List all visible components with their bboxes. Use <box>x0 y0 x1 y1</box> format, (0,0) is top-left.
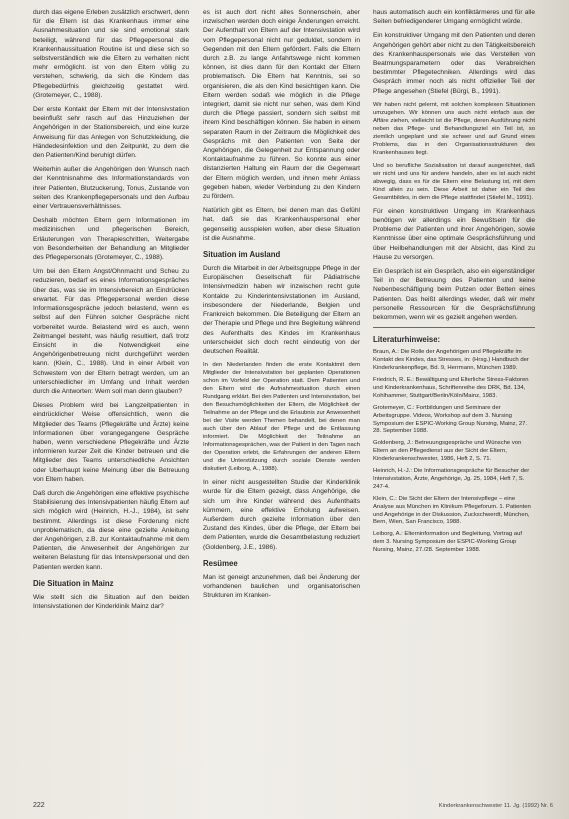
section-heading-ausland: Situation im Ausland <box>203 250 281 260</box>
paragraph: Weiterhin außer die Angehörigen den Wunsch nach der Kenntnisnahme des Informationstandards von ihrer Patienten, Blutzuckerung, Tonus, Zustande von seiten des Krankenpflegepersonals und den Aufbau einer Vertrauensverhältnisses. <box>33 166 189 211</box>
paragraph: Dieses Problem wird bei Langzeitpatienten in eindrücklicher Weise offensichtlich, wenn die Mitglieder des Teams (Pflegekräfte und Ärzte) keine Informationen über vorangegangene Gespräche haben, wenn verschiedene Pflegekräfte und Ärzte informieren kurzer Zeit die Kinder betreuen und die Mitglieder des Teams unterschiedliche Ansichten oder Uberhaupt keine Meinung über die Betreuung von Eltern haben. <box>33 402 189 483</box>
text-column-right <box>373 8 535 791</box>
paragraph: haus automatisch auch ein konfliktärmeres und für alle Seiten befriedigenderer Umgang ermöglicht würde. <box>373 9 535 26</box>
reference-item: Grotemeyer, C.: Fortbildungen und Seminare der Arbeitsgruppe. Videos, Workshop auf dem 3. Nursing Symposium der ESPIC-Working Group Nursing, Mainz, 27. 28. September 1988. <box>373 404 528 435</box>
paragraph: Daß durch die Angehörigen eine effektive psychische Stabilisierung des Intensivpatienten häufig Eltern auf sich möglich wird (Heinrich, H.-J., 1984), ist sehr bestimmt. Allerdings ist diese Forderung nicht unproblematisch, da diese eine gezielte Anleitung der Angehörigen, z.B. zur Kontaktaufnahme mit dem Patienten, die Anwesenheit der Angehörigen zur weiteren Belastung für das Intensivpersonal und den Patienten werden kann. <box>33 489 189 571</box>
paragraph-small: Wir haben nicht gelernt, mit solchen komplexen Situationen umzugehen. Wir können uns auch nicht einfach aus der Affäre ziehen, vielleicht ist die Pflege, deren Ausführung nicht neben das Pflege- und Behandlungsziel ein Teil ist, so ziemlich ungeplant und sie schwer und auf Grund eines Problems, das in den Organisationsstrukturen des Krankenhauses liegt. <box>373 101 535 156</box>
paragraph: Ein Gespräch ist ein Gespräch, also ein eigenständiger Teil in der Betreuung des Patienten und keine Nebenbeschäftigung beim Putzen oder Betten eines Patienten. Das heißt allerdings wieder, daß wir mehr personelle Ressourcen für die Gesprächsführung bekommen, wenn wir es gezielt angehen werden. <box>373 268 535 322</box>
paragraph: Für einen konstruktiven Umgang im Krankenhaus benötigen wir allerdings ein Bewußtsein für die Probleme der Patienten und ihrer Angehörigen, sowie Kenntnisse über eine optimale Gesprächsführung und über Heilbehandlungen mit der Absicht, das Kind zu Hause zu versorgen. <box>373 207 535 261</box>
paragraph: In einer nicht ausgestellten Studie der Kinderklinik wurde für die Eltern gezeigt, dass Angehörige, die sich um ihre Kinder während des Aufenthalts kümmern, eine effektive Erholung aufweisen. Außerdem durch gezielte Information über den Zustand des Kindes, über die Pflege, der Eltern bei dem Patienten, wurde die Gesamtbelastung reduziert (Goldenberg, J.E., 1986). <box>203 479 360 551</box>
reference-item: Friedrich, R. E.: Bewältigung und Elterliche Stress-Faktoren und Kinderkrankenhaus, Schriftenreihe des DRK, Bd. 134, Kohlhammer, Stuttgart/Berlin/Köln/Mainz, 1983. <box>373 376 529 399</box>
paragraph-small: In den Niederlanden finden die erste Kontaktmit dem Mitglieder der Intensivstation bei geplanten Operationen schon im Vorfeld der Operation statt. Dem Patienten und den Eltern wird die Aufnahmesituation durch einen Rundgang erklärt. Bei den Patienten und Intensivstation, bei den Besuchsmöglichkeiten der Eltern, die Möglichkeit der Teilnahme an der Pflege und die Erlaubnis zur Anwesenheit bei der Visite werden Themen behandelt, bei denen man auch über den Ablauf der Pflege und die Entlassung informiert. Die Möglichkeit der Teilnahme an Informationsgesprächen, was der Patient in den Tagen nach der Operation erlebt, die Erfahrungen der anderen Eltern und die Unterstützung durch soziale Dienste werden diskutiert (Leiborg, A., 1988). <box>203 362 360 473</box>
text-column-left <box>33 8 189 791</box>
reference-item: Braun, A.: Die Rolle der Angehörigen und Pflegekräfte im Kontakt des Kindes, das Stresses, in: (Hrsg.) Handbuch der Kinderkrankenpflege, Bd. 9, Herrmann, München 1989. <box>373 349 529 372</box>
paragraph: es ist auch dort nicht alles Sonnenschein, aber inzwischen werden doch einige Änderungen erreicht. Der Aufenthalt von Eltern auf der Intensivstation wird vom Pflegepersonal nicht nur geduldet, sondern in Gegenden mit den Eltern gefördert. Falls die Eltern durch z.B. zu lange Anfahrtswege nicht kommen können, ist dies dann für den Kontakt der Eltern problematisch. Die Eltern hat Kenntnis, sei so organisieren, die als den Kind besichtigen kann. Die Eltern werden sodaß wie möglich in die Pflege integriert, damit sie nicht nur sehen, was dem Kind durch die Pflege passiert, sondern sich selbst mit ihrem Kind beschäftigen können. Sie haben in einem separaten Raum in der Zeitraum die Möglichkeit des Gesprächs mit den Patienten von Seite der Angehörigen, die Gelegenheit zur Entspannung oder Kontaktaufnahme zu führen. So konnte aus einer distanzierten Haltung ein Raum der die Gegenwart der Eltern möglich werden, und ihnen mehr Anlass gegeben haben, wieder Verbindung zu den Kindern zu fördern. <box>203 9 360 201</box>
text-column-middle <box>203 8 360 791</box>
section-heading-mainz: Die Situation in Mainz <box>33 578 114 588</box>
section-heading-literatur: Literaturhinweise: <box>373 335 441 345</box>
paragraph: Durch die Mitarbeit in der Arbeitsgruppe Pflege in der Europäischen Gesellschaft für Pädiatrische Intensivmedizin haben wir inzwischen recht gute Kontakte zu Kinderintensivstationen im Ausland, insbesondere der Niederlande, Belgien und Frankreich bekommen. Die Beteiligung der Eltern an der Therapie und Pflege und ihre Begleitung während des Aufenthalts des Kindes im Krankenhaus unterscheidet sich doch recht eindeutig von der deutschen Realität. <box>203 265 360 355</box>
reference-item: Heinrich, H.-J.: Die Informationsgespräche für Besucher der Intensivstation, Ärzte, Angehörige, Jg. 25, 1984, Heft 7, S. 247-4. <box>373 468 530 490</box>
reference-item: Klein, C.: Die Sicht der Eltern der Intensivpflege – eine Analyse aus München im Klinikum Pflegeforum. 1. Patienten und Angehörige in der Diskussion, Zuckschwerdt, München, Bern, Wien, San Francisco, 1988. <box>373 495 531 526</box>
paragraph: Deshalb möchten Eltern gern Informationen im medizinischen und pflegerischen Bereich, Erläuterungen von Therapieschritten, Weitergabe von Besonderheiten der Behandlung an Mitglieder des Pflegepersonals (Grotemeyer, C., 1988). <box>33 217 189 262</box>
paragraph: Um bei den Eltern Angst/Ohnmacht und Scheu zu reduzieren, bedarf es eines Informationsgespräches über das, was sie im Intensivbereich an Eindrücken erwartet. Für das Pflegepersonal werden diese Informationsgespräche jedoch belastend, wenn es selbst auf den Führen solcher Gespräche nicht vorbereitet wurde. Belastend wird es auch, wenn Zeitmangel besteht, was häufig resultiert, daß trotz Einsicht in die Notwendigkeit eine Angehörigenbetreuung nicht durchgeführt werden kann. (Klein, C., 1988). Und in einer Arbeit von Schwestern von der Eltern betragt werden, um an unterschiedlicher im Umfang und Inhalt werden durch die Antworten: Wem soll man denn glauben? <box>33 268 189 395</box>
section-heading-resuemee: Resümee <box>203 558 238 568</box>
paragraph: Natürlich gibt es Eltern, bei denen man das Gefühl hat, daß sie das Krankenhauspersonal eher gegenseitig ausspielen wollen, aber diese Situation ist die Ausnahme. <box>203 207 360 242</box>
reference-item: Leiborg, A.: Elterninformation und Begleitung, Vortrag auf dem 3. Nursing Symposium der ESPIC-Working Group Nursing, Mainz, 27./28. September 1988. <box>373 531 522 554</box>
paragraph: Der erste Kontakt der Eltern mit der Intensivstation beeinflußt sehr rasch auf das Hinzuziehen der Angehörigen in der Stationsbereich, und eine kurze Anweisung für das Anlegen von Schutzkleidung, die Händedesinfektion und den Zeitpunkt, zu dem die den Patienten/Kind beruhigt dürfen. <box>33 106 189 160</box>
journal-footer: Kinderkrankenschwester 11. Jg. (1992) Nr. 6 <box>438 803 553 809</box>
paragraph: durch das eigene Erleben zusätzlich erschwert, denn für die Eltern ist das Krankenhaus immer eine Ausnahmesituation und sie sind emotional stark beteiligt, während für das Pflegepersonal die Krankenhaussituation Routine ist und diese sich so selbstverständlich wie die Eltern zu verhalten nicht mehr ermöglicht. ist von den Eltern völlig zu verstehen, schwierig, da sich die Kindern das Pflegebedürfnis gleichzeitig gestattet wird. (Grotemeyer, C., 1988). <box>33 9 189 99</box>
page-number: 222 <box>33 802 45 809</box>
paragraph: Wie stellt sich die Situation auf den beiden Intensivstationen der Kinderklinik Mainz dar? <box>33 593 189 610</box>
paragraph: Man ist geneigt anzunehmen, daß bei Änderung der vorhandenen baulichen und organisatorischen Strukturen im Kranken- <box>203 573 360 600</box>
divider <box>373 327 535 328</box>
paragraph-small: Und so berufliche Sozialisation ist darauf ausgerichtet, daß wir nicht und uns für andere handeln, aber es ist auch nicht abwegig, dass es für die Eltern eine Belastung ist, mit dem Kind allein zu sein. Diese Arbeit ist daher ein Teil des Gesamtbildes, in dem die Pflege stattfindet (Stiefel M., 1991). <box>373 162 535 201</box>
reference-item: Goldenberg, J.: Betreuungsgespräche und Wünsche von Eltern an den Pflegedienst aus der Sicht der Eltern, Kinderkrankenschwester, 1986, Heft 2, S. 71. <box>373 440 522 463</box>
paragraph: Ein konstruktiver Umgang mit den Patienten und deren Angehörigen gehört aber nicht zu den Tätigkeitsbereich des Krankenhauspersonals wie das Verstellen von Beatmungsparametern oder das Verabreichen bestimmter Pflegetechniken. Allerdings wird das Gespräch immer noch als nicht offizieller Teil der Pflege angesehen (Stiefel (Bürgi, B., 1991). <box>373 32 535 95</box>
